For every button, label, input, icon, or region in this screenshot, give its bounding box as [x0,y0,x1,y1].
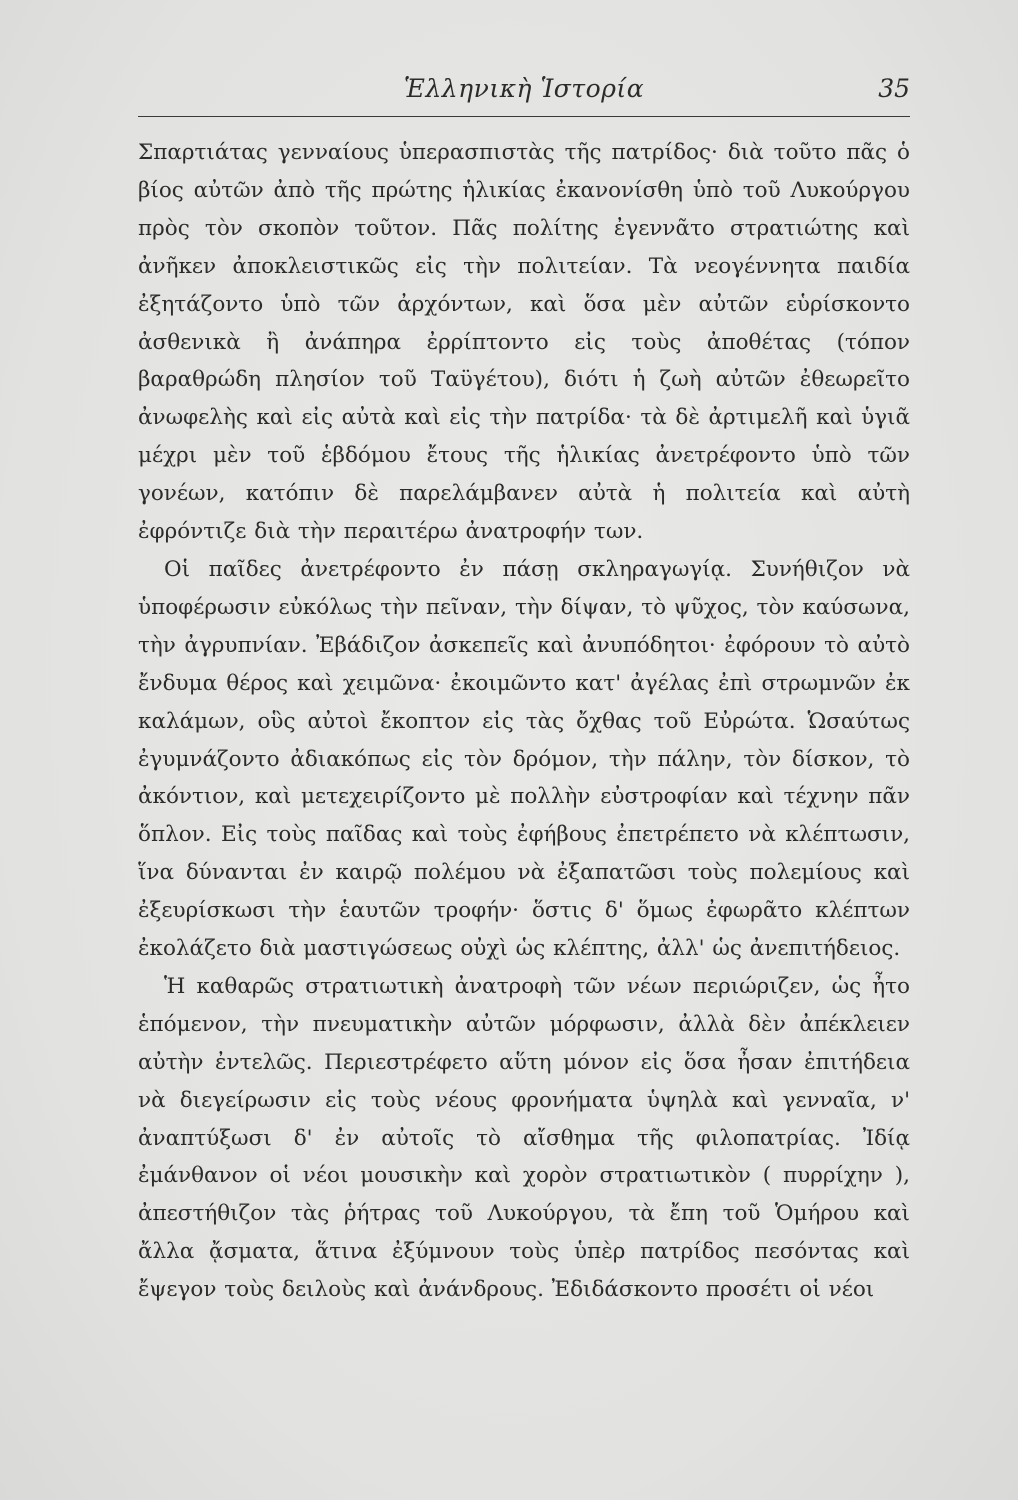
paragraph-1: Σπαρτιάτας γενναίους ὑπερασπιστὰς τῆς πατρίδος· διὰ τοῦτο πᾶς ὁ βίος αὐτῶν ἀπὸ τῆς πρώτης ἡλικίας ἐκανονίσθη ὑπὸ τοῦ Λυκούργου πρὸς τὸν σκοπὸν τοῦτον. Πᾶς πολίτης ἐγεννᾶτο στρατιώτης καὶ ἀνῆκεν ἀποκλειστικῶς εἰς τὴν πολιτείαν. Τὰ νεογέννητα παιδία ἐξητάζοντο ὑπὸ τῶν ἀρχόντων, καὶ ὅσα μὲν αὐτῶν εὑρίσκοντο ἀσθενικὰ ἢ ἀνάπηρα ἐρρίπτοντο εἰς τοὺς ἀποθέτας (τόπον βαραθρώδη πλησίον τοῦ Ταϋγέτου), διότι ἡ ζωὴ αὐτῶν ἐθεωρεῖτο ἀνωφελὴς καὶ εἰς αὐτὰ καὶ εἰς τὴν πατρίδα· τὰ δὲ ἀρτιμελῆ καὶ ὑγιᾶ μέχρι μὲν τοῦ ἑβδόμου ἔτους τῆς ἡλικίας ἀνετρέφοντο ὑπὸ τῶν γονέων, κατόπιν δὲ παρελάμβανεν αὐτὰ ἡ πολιτεία καὶ αὐτὴ ἐφρόντιζε διὰ τὴν περαιτέρω ἀνατροφήν των. [138,140,910,545]
paragraph-2: Οἱ παῖδες ἀνετρέφοντο ἐν πάσῃ σκληραγωγίᾳ. Συνήθιζον νὰ ὑποφέρωσιν εὐκόλως τὴν πεῖναν, τὴν δίψαν, τὸ ψῦχος, τὸν καύσωνα, τὴν ἀγρυπνίαν. Ἐβάδιζον ἀσκεπεῖς καὶ ἀνυπόδητοι· ἐφόρουν τὸ αὐτὸ ἔνδυμα θέρος καὶ χειμῶνα· ἐκοιμῶντο κατ' ἀγέλας ἐπὶ στρωμνῶν ἐκ καλάμων, οὓς αὐτοὶ ἔκοπτον εἰς τὰς ὄχθας τοῦ Εὐρώτα. Ὡσαύτως ἐγυμνάζοντο ἀδιακόπως εἰς τὸν δρόμον, τὴν πάλην, τὸν δίσκον, τὸ ἀκόντιον, καὶ μετεχειρίζοντο μὲ πολλὴν εὐστροφίαν καὶ τέχνην πᾶν ὅπλον. Εἰς τοὺς παῖδας καὶ τοὺς ἐφήβους ἐπετρέπετο νὰ κλέπτωσιν, ἵνα δύνανται ἐν καιρῷ πολέμου νὰ ἐξαπατῶσι τοὺς πολεμίους καὶ ἐξευρίσκωσι τὴν ἑαυτῶν τροφήν· ὅστις δ' ὅμως ἐφωρᾶτο κλέπτων ἐκολάζετο διὰ μαστιγώσεως οὐχὶ ὡς κλέπτης, ἀλλ' ὡς ἀνεπιτήδειος. [138,556,910,962]
page-header [138,70,910,117]
page-number: 35 [878,74,910,103]
paragraph-3: Ἡ καθαρῶς στρατιωτικὴ ἀνατροφὴ τῶν νέων περιώριζεν, ὡς ἦτο ἑπόμενον, τὴν πνευματικὴν αὐτῶν μόρφωσιν, ἀλλὰ δὲν ἀπέκλειεν αὐτὴν ἐντελῶς. Περιεστρέφετο αὕτη μόνον εἰς ὅσα ἦσαν ἐπιτήδεια νὰ διεγείρωσιν εἰς τοὺς νέους φρονήματα ὑψηλὰ καὶ γενναῖα, ν' ἀναπτύξωσι δ' ἐν αὐτοῖς τὸ αἴσθημα τῆς φιλοπατρίας. Ἰδίᾳ ἐμάνθανον οἱ νέοι μουσικὴν καὶ χορὸν στρατιωτικὸν ( πυρρίχην ), ἀπεστήθιζον τὰς ῥήτρας τοῦ Λυκούργου, τὰ ἔπη τοῦ Ὁμήρου καὶ ἄλλα ᾄσματα, ἅτινα ἐξύμνουν τοὺς ὑπὲρ πατρίδος πεσόντας καὶ ἔψεγον τοὺς δειλοὺς καὶ ἀνάνδρους. Ἐδιδάσκοντο προσέτι οἱ νέοι [138,973,910,1303]
running-title: Ἑλληνικὴ Ἱστορία [403,74,645,103]
body-text [138,134,910,1309]
